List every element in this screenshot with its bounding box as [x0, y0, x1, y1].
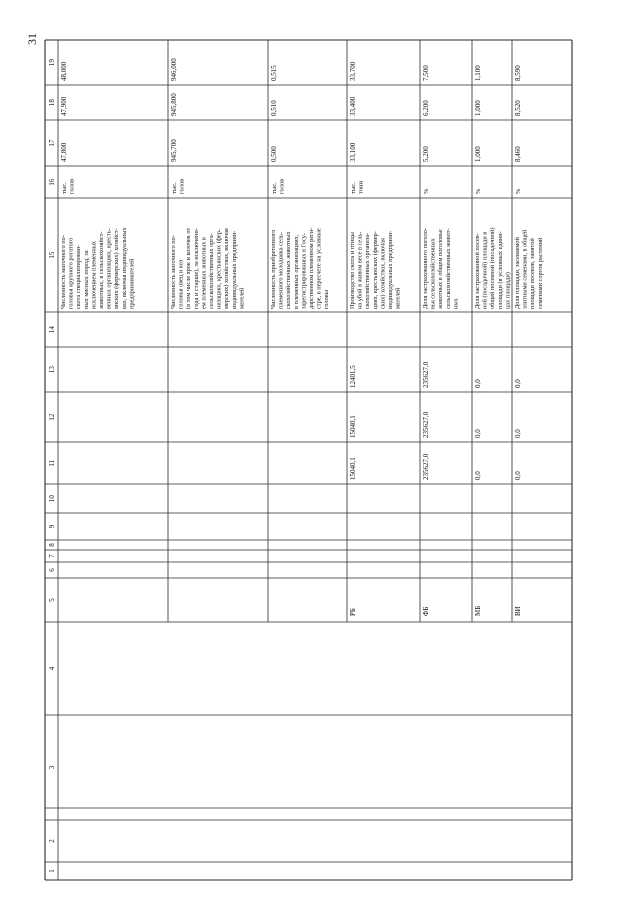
value-col-18: 47,900	[60, 96, 68, 116]
unit-label: %	[515, 188, 522, 194]
column-header-5: 5	[48, 598, 56, 602]
indicator-description-line: головья овец и коз	[177, 259, 185, 309]
indicator-description-line: Производство скота и птицы	[349, 232, 356, 309]
indicator-description-line: цах площади)	[504, 272, 512, 309]
table-row	[474, 65, 511, 616]
indicator-description-line: ных мясных пород, за	[82, 250, 90, 309]
column-header-row	[48, 59, 56, 873]
unit-label: %	[475, 188, 482, 194]
indicator-description-line: сельскохозяйственных орга-	[208, 233, 215, 309]
column-header-7: 7	[48, 554, 56, 558]
indicator-description-line: скота специализирован-	[75, 244, 83, 309]
indicator-description-line: животных в общем поголовье	[437, 229, 445, 309]
table-body	[60, 58, 544, 616]
table-row	[422, 65, 459, 616]
indicator-description-line: янских (фермерских) хозяйст-	[113, 228, 121, 309]
amount-col-12: 0,0	[474, 429, 482, 438]
indicator-description-line: мателей	[394, 287, 402, 309]
funding-source: ФБ	[422, 606, 430, 616]
indicator-description-line: вья сельскохозяйственных	[429, 238, 437, 309]
indicator-description-line: (в том числе ярок и козочек от	[185, 227, 193, 309]
column-header-15: 15	[48, 251, 56, 259]
column-header-9: 9	[48, 524, 56, 529]
column-header-4: 4	[48, 666, 56, 671]
value-col-17: 0,500	[270, 146, 278, 162]
column-header-6: 6	[48, 568, 56, 572]
unit-label: голов	[278, 178, 286, 194]
value-col-18: 6,200	[422, 100, 430, 116]
indicator-description-line: Доля площади, засеваемой	[514, 237, 521, 309]
value-col-17: 33,100	[349, 142, 357, 162]
column-header-1: 1	[48, 869, 56, 873]
column-header-14: 14	[48, 326, 56, 334]
value-col-18: 33,400	[349, 96, 357, 116]
funding-source: МБ	[474, 605, 482, 616]
value-col-18: 0,510	[270, 100, 278, 116]
indicator-description-line: зарегистрированных в Госу-	[300, 233, 308, 309]
unit-label: тыс.	[271, 182, 278, 194]
column-header-8: 8	[48, 543, 56, 547]
indicator-description-line: площади посевов, занятой	[529, 238, 537, 309]
value-col-18: 8,520	[514, 100, 522, 116]
amount-col-13: 0,0	[514, 379, 522, 388]
value-col-17: 1,000	[474, 146, 482, 162]
indicator-description-line: элитными семенами, в общей	[521, 229, 529, 309]
unit-label: тыс.	[61, 182, 68, 194]
column-header-2: 2	[48, 839, 56, 843]
table-row	[170, 58, 245, 309]
indicator-description-line: Численность маточного по-	[170, 235, 177, 309]
indicator-description-line: в племенных организациях,	[292, 234, 300, 309]
amount-col-12: 0,0	[514, 429, 522, 438]
value-col-18: 945,800	[170, 93, 178, 116]
indicator-description-line: исключением племенных	[90, 240, 98, 309]
column-header-11: 11	[48, 459, 56, 467]
amount-col-12: 15040,1	[349, 415, 357, 438]
unit-label: тыс.	[350, 182, 357, 194]
indicator-description-line: общей посевной (посадочной)	[489, 227, 497, 309]
funding-source: РБ	[349, 608, 357, 616]
indicator-description-line: ем племенных животных в	[200, 237, 208, 309]
value-col-19: 8,590	[514, 65, 522, 81]
indicator-description-line: головья крупного рогатого	[67, 237, 75, 309]
indicator-description-line: Численность приобретенного	[270, 229, 277, 309]
column-header-12: 12	[48, 413, 56, 421]
indicator-description-line: головы	[323, 290, 331, 309]
indicator-description-line: дарственном племенном реги-	[308, 227, 315, 309]
indicator-description-line: животных, в сельскохозяйст-	[98, 231, 105, 309]
column-header-13: 13	[48, 366, 56, 374]
indicator-description-line: Доля застрахованной посев-	[474, 233, 481, 309]
indicator-description-line: года и старше), за исключени-	[192, 228, 200, 309]
indicator-description-line: ной (посадочной) площади в	[481, 231, 489, 309]
value-col-19: 33,700	[349, 61, 357, 81]
indicator-description-line: низациях, крестьянских (фер-	[215, 229, 223, 309]
indicator-description-line: Доля застрахованного поголо-	[422, 228, 429, 309]
table-grid	[45, 40, 572, 880]
value-col-17: 945,700	[170, 139, 178, 162]
column-header-10: 10	[48, 495, 56, 503]
table-row	[60, 61, 135, 310]
indicator-description-line: сельскохозяйственных живот-	[444, 228, 452, 309]
amount-col-13: 0,0	[474, 379, 482, 388]
value-col-19: 0,515	[270, 65, 278, 81]
indicator-description-line: венных организациях, кресть-	[105, 228, 113, 309]
amount-col-13: 12401,5	[349, 365, 357, 388]
table-row	[270, 65, 330, 309]
indicator-description-line: стре, в пересчете на условные	[315, 228, 323, 309]
value-col-19: 1,100	[474, 65, 482, 81]
indicator-description-line: ских) хозяйствах, включая	[379, 238, 387, 309]
indicator-description-line: вах, включая индивидуальных	[120, 227, 128, 309]
indicator-description-line: семенами сортов растений	[536, 237, 544, 309]
amount-col-12: 235627,0	[422, 411, 430, 438]
column-header-3: 3	[48, 765, 56, 770]
indicator-description-line: племенного молодняка сель-	[277, 232, 285, 309]
column-header-19: 19	[48, 59, 56, 67]
indicator-description-line: индивидуальных предприни-	[387, 230, 394, 309]
indicator-description-line: предпринимателей	[128, 258, 136, 309]
amount-col-13: 235627,0	[422, 361, 430, 388]
column-header-18: 18	[48, 99, 56, 107]
indicator-description-line: скохозяйственных животных	[285, 231, 293, 309]
value-col-19: 7,500	[422, 65, 430, 81]
unit-label: голов	[68, 178, 76, 194]
indicator-description-line: мерских) хозяйствах, включая	[223, 228, 231, 309]
page-number: 31	[25, 33, 39, 45]
table-row	[514, 65, 544, 616]
indicator-description-line: площади (в условных едини-	[496, 231, 504, 309]
indicator-description-line: индивидуальных предприни-	[230, 230, 238, 309]
value-col-17: 8,460	[514, 146, 522, 162]
indicator-description-line: скохозяйственных организа-	[364, 232, 372, 309]
indicator-description-line: Численность маточного по-	[60, 235, 67, 309]
amount-col-11: 15040,1	[349, 457, 357, 480]
unit-label: %	[423, 188, 430, 194]
unit-label: тыс.	[171, 182, 178, 194]
unit-label: тонн	[357, 181, 365, 194]
table-row	[349, 61, 402, 616]
column-header-16: 16	[48, 178, 56, 186]
indicator-description-line: циях, крестьянских (фермер-	[371, 231, 379, 309]
indicator-description-line: на убой в живом весе в сель-	[356, 231, 364, 309]
amount-col-11: 0,0	[474, 471, 482, 480]
amount-col-11: 0,0	[514, 471, 522, 480]
column-header-17: 17	[48, 139, 56, 147]
value-col-19: 946,000	[170, 58, 178, 81]
indicator-description-line: ных	[452, 298, 460, 309]
value-col-18: 1,000	[474, 100, 482, 116]
value-col-19: 48,000	[60, 61, 68, 81]
value-col-17: 47,800	[60, 142, 68, 162]
value-col-17: 5,200	[422, 146, 430, 162]
unit-label: голов	[178, 178, 186, 194]
funding-source: ВИ	[514, 606, 522, 616]
amount-col-11: 235627,0	[422, 453, 430, 480]
indicator-description-line: мателей	[238, 287, 246, 309]
